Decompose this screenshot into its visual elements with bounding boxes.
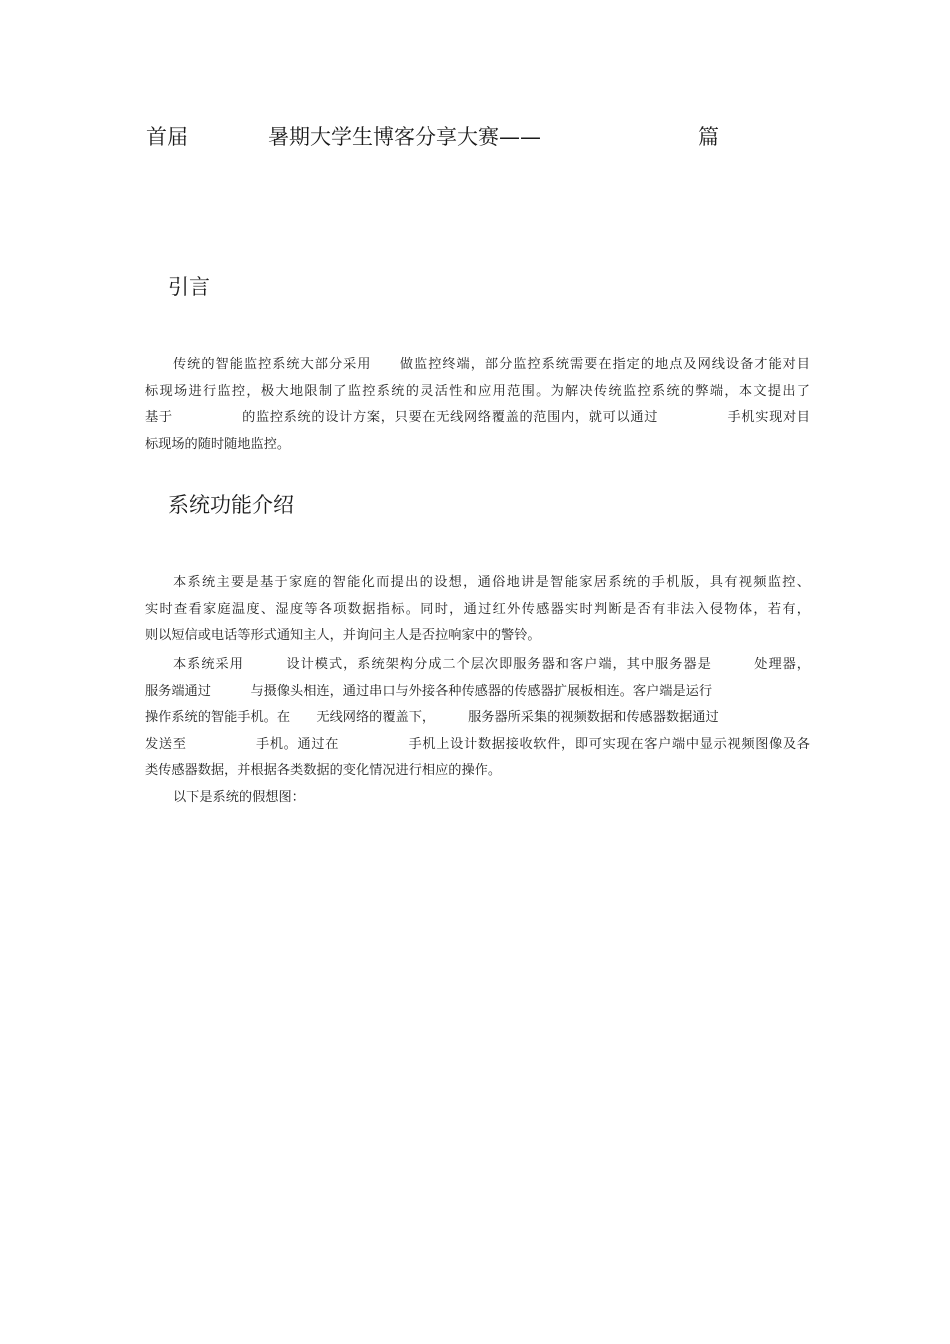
paragraph-line: 实时查看家庭温度、湿度等各项数据指标。同时，通过红外传感器实时判断是否有非法入侵物体，若有， bbox=[145, 601, 810, 617]
title-part-2: 暑期大学生博客分享大赛—— bbox=[268, 125, 541, 149]
paragraph-line: 标现场进行监控，极大地限制了监控系统的灵活性和应用范围。为解决传统监控系统的弊端，本文提出了 bbox=[145, 383, 810, 399]
introduction-paragraph bbox=[145, 352, 810, 458]
paragraph-line: 本系统采用 设计模式，系统架构分成二个层次即服务器和客户端，其中服务器是 处理器， bbox=[173, 657, 810, 672]
title-part-3: 篇 bbox=[698, 125, 719, 149]
paragraph-line: 操作系统的智能手机。在 无线网络的覆盖下， 服务器所采集的视频数据和传感器数据通过 bbox=[145, 710, 719, 726]
paragraph-line: 类传感器数据，并根据各类数据的变化情况进行相应的操作。 bbox=[145, 763, 502, 779]
system-functions-paragraph-2 bbox=[145, 652, 810, 785]
system-functions-paragraph-3 bbox=[145, 785, 810, 812]
paragraph-line: 本系统主要是基于家庭的智能化而提出的设想，通俗地讲是智能家居系统的手机版，具有视频监控、 bbox=[173, 575, 810, 590]
section-heading-introduction: 引言 bbox=[168, 275, 210, 299]
system-functions-paragraph-1 bbox=[145, 570, 810, 650]
paragraph-line: 传统的智能监控系统大部分采用 做监控终端，部分监控系统需要在指定的地点及网线设备才能对目 bbox=[173, 357, 810, 372]
title-part-1: 首届 bbox=[146, 125, 188, 149]
paragraph-line: 服务端通过 与摄像头相连，通过串口与外接各种传感器的传感器扩展板相连。客户端是运行 bbox=[145, 683, 713, 699]
paragraph-line: 发送至 手机。通过在 手机上设计数据接收软件，即可实现在客户端中显示视频图像及各 bbox=[145, 736, 810, 752]
paragraph-line: 以下是系统的假想图： bbox=[173, 790, 305, 805]
document-title bbox=[146, 120, 766, 154]
paragraph-line: 则以短信或电话等形式通知主人，并询问主人是否拉响家中的警铃。 bbox=[145, 628, 541, 644]
paragraph-line: 基于 的监控系统的设计方案，只要在无线网络覆盖的范围内，就可以通过 手机实现对目 bbox=[145, 410, 810, 426]
section-heading-system-functions: 系统功能介绍 bbox=[168, 493, 294, 517]
paragraph-line: 标现场的随时随地监控。 bbox=[145, 436, 291, 452]
